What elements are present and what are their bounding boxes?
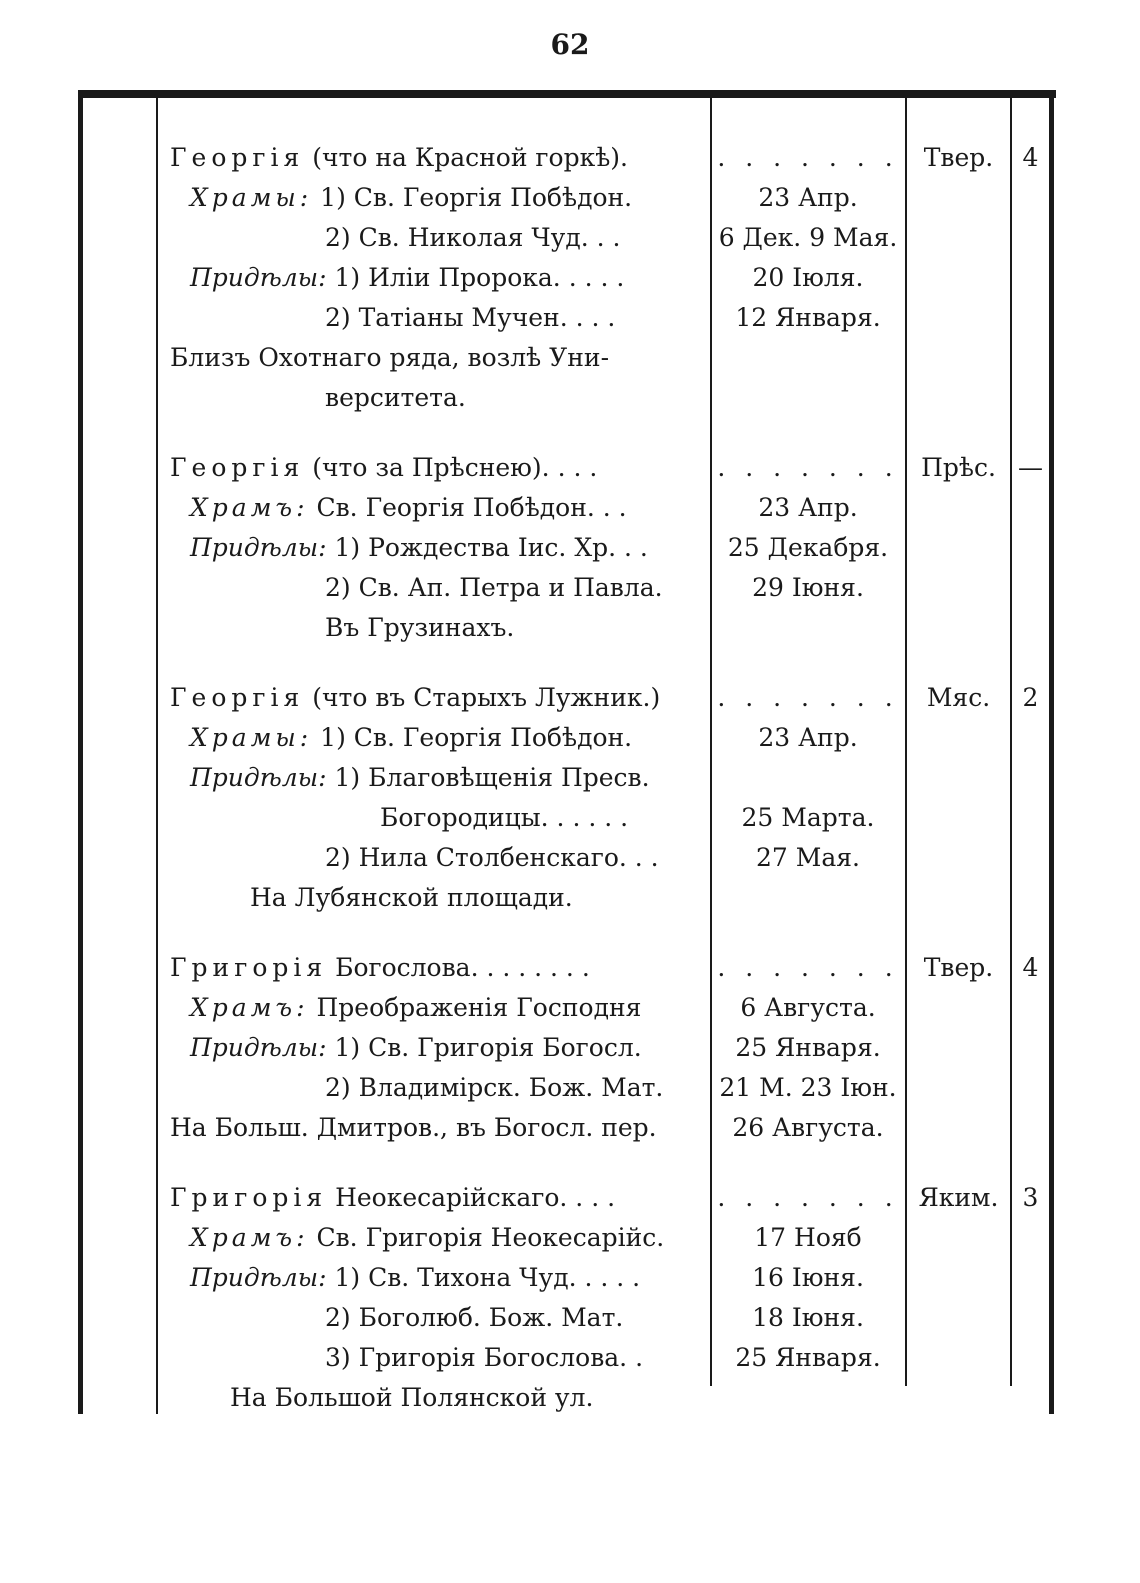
entry-address: Въ Грузинахъ. — [325, 613, 515, 642]
feast-dates-column — [712, 138, 904, 1378]
feast-date: 25 Января. — [735, 1033, 881, 1062]
entry-line: 3) Григорія Богослова. . — [325, 1343, 644, 1372]
entry-line: 2) Владимірск. Бож. Мат. — [325, 1073, 664, 1102]
entry-line: 2) Татіаны Мучен. . . . — [325, 303, 616, 332]
entry-title: Георгія (что за Прѣснею). . . . — [170, 453, 598, 482]
feast-date: 6 Августа. — [740, 993, 876, 1022]
entry-line: 2) Св. Ап. Петра и Павла. — [325, 573, 663, 602]
page-number: 62 — [550, 28, 590, 61]
entry-address: На Лубянской площади. — [250, 883, 573, 912]
feast-date: 23 Апр. — [758, 493, 858, 522]
district-abbrev: Яким. — [918, 1183, 999, 1212]
feast-date: 27 Мая. — [756, 843, 860, 872]
leader-dots: . . . . . . . — [717, 1183, 899, 1212]
leader-dots: . . . . . . . — [717, 143, 899, 172]
entry-line: Придѣлы: 1) Иліи Пророка. . . . . — [190, 263, 625, 292]
leader-dots: . . . . . . . — [717, 453, 899, 482]
entry-line: Придѣлы: 1) Рождества Іис. Хр. . . — [190, 533, 648, 562]
quarter-number: 4 — [1022, 953, 1039, 982]
district-column — [907, 138, 1010, 1218]
feast-date: 16 Іюня. — [752, 1263, 864, 1292]
district-abbrev: Прѣс. — [921, 453, 996, 482]
entry-line: Храмъ: Преображенія Господня — [190, 993, 642, 1022]
entry-line: Придѣлы: 1) Св. Григорія Богосл. — [190, 1033, 642, 1062]
feast-date: 21 М. 23 Іюн. — [719, 1073, 897, 1102]
district-abbrev: Твер. — [923, 953, 994, 982]
feast-date: 12 Января. — [735, 303, 881, 332]
entry-address: На Большой Полянской ул. — [230, 1383, 594, 1412]
feast-date: 6 Дек. 9 Мая. — [718, 223, 898, 252]
entry-address: На Больш. Дмитров., въ Богосл. пер. — [170, 1113, 657, 1142]
entry-line: 2) Св. Николая Чуд. . . — [325, 223, 621, 252]
entry-line: 2) Нила Столбенскаго. . . — [325, 843, 659, 872]
entry-line: Храмъ: Св. Георгія Побѣдон. . . — [190, 493, 627, 522]
quarter-number: 3 — [1022, 1183, 1039, 1212]
quarter-number: — — [1018, 453, 1043, 482]
entry-title: Георгія (что на Красной горкѣ). — [170, 143, 628, 172]
entry-line: Богородицы. . . . . . — [380, 803, 629, 832]
feast-date: 26 Августа. — [732, 1113, 884, 1142]
entry-line: 2) Боголюб. Бож. Мат. — [325, 1303, 624, 1332]
feast-date: 25 Марта. — [741, 803, 875, 832]
quarter-number: 4 — [1022, 143, 1039, 172]
feast-date: 20 Іюля. — [752, 263, 864, 292]
entry-line: Храмы: 1) Св. Георгія Побѣдон. — [190, 723, 633, 752]
feast-date — [712, 758, 904, 798]
district-abbrev: Мяс. — [926, 683, 991, 712]
feast-date: 23 Апр. — [758, 183, 858, 212]
leader-dots: . . . . . . . — [717, 953, 899, 982]
church-names-column — [170, 138, 705, 1418]
feast-date: 25 Января. — [735, 1343, 881, 1372]
right-border-rule — [1049, 96, 1054, 1414]
entry-title: Григорія Богослова. . . . . . . . — [170, 953, 590, 982]
feast-date: 18 Іюня. — [752, 1303, 864, 1332]
district-abbrev: Твер. — [923, 143, 994, 172]
entry-line: Придѣлы: 1) Св. Тихона Чуд. . . . . — [190, 1263, 641, 1292]
left-border-rule — [78, 96, 83, 1414]
entry-title: Григорія Неокесарійскаго. . . . — [170, 1183, 616, 1212]
feast-date: 29 Іюня. — [752, 573, 864, 602]
quarter-number: 2 — [1022, 683, 1039, 712]
entry-title: Георгія (что въ Старыхъ Лужник.) — [170, 683, 661, 712]
column-rule-1 — [156, 96, 158, 1414]
quarter-number-column — [1012, 138, 1049, 1218]
leader-dots: . . . . . . . — [717, 683, 899, 712]
entry-address: Близъ Охотнаго ряда, возлѣ Уни- — [170, 343, 610, 372]
entry-line: Придѣлы: 1) Благовѣщенія Пресв. — [190, 763, 650, 792]
feast-date: 17 Нояб — [754, 1223, 862, 1252]
entry-line: Храмы: 1) Св. Георгія Побѣдон. — [190, 183, 633, 212]
feast-date: 25 Декабря. — [727, 533, 889, 562]
top-border-rule — [78, 90, 1056, 98]
feast-date: 23 Апр. — [758, 723, 858, 752]
entry-line: Храмъ: Св. Григорія Неокесарійс. — [190, 1223, 665, 1252]
entry-address: верситета. — [325, 383, 466, 412]
